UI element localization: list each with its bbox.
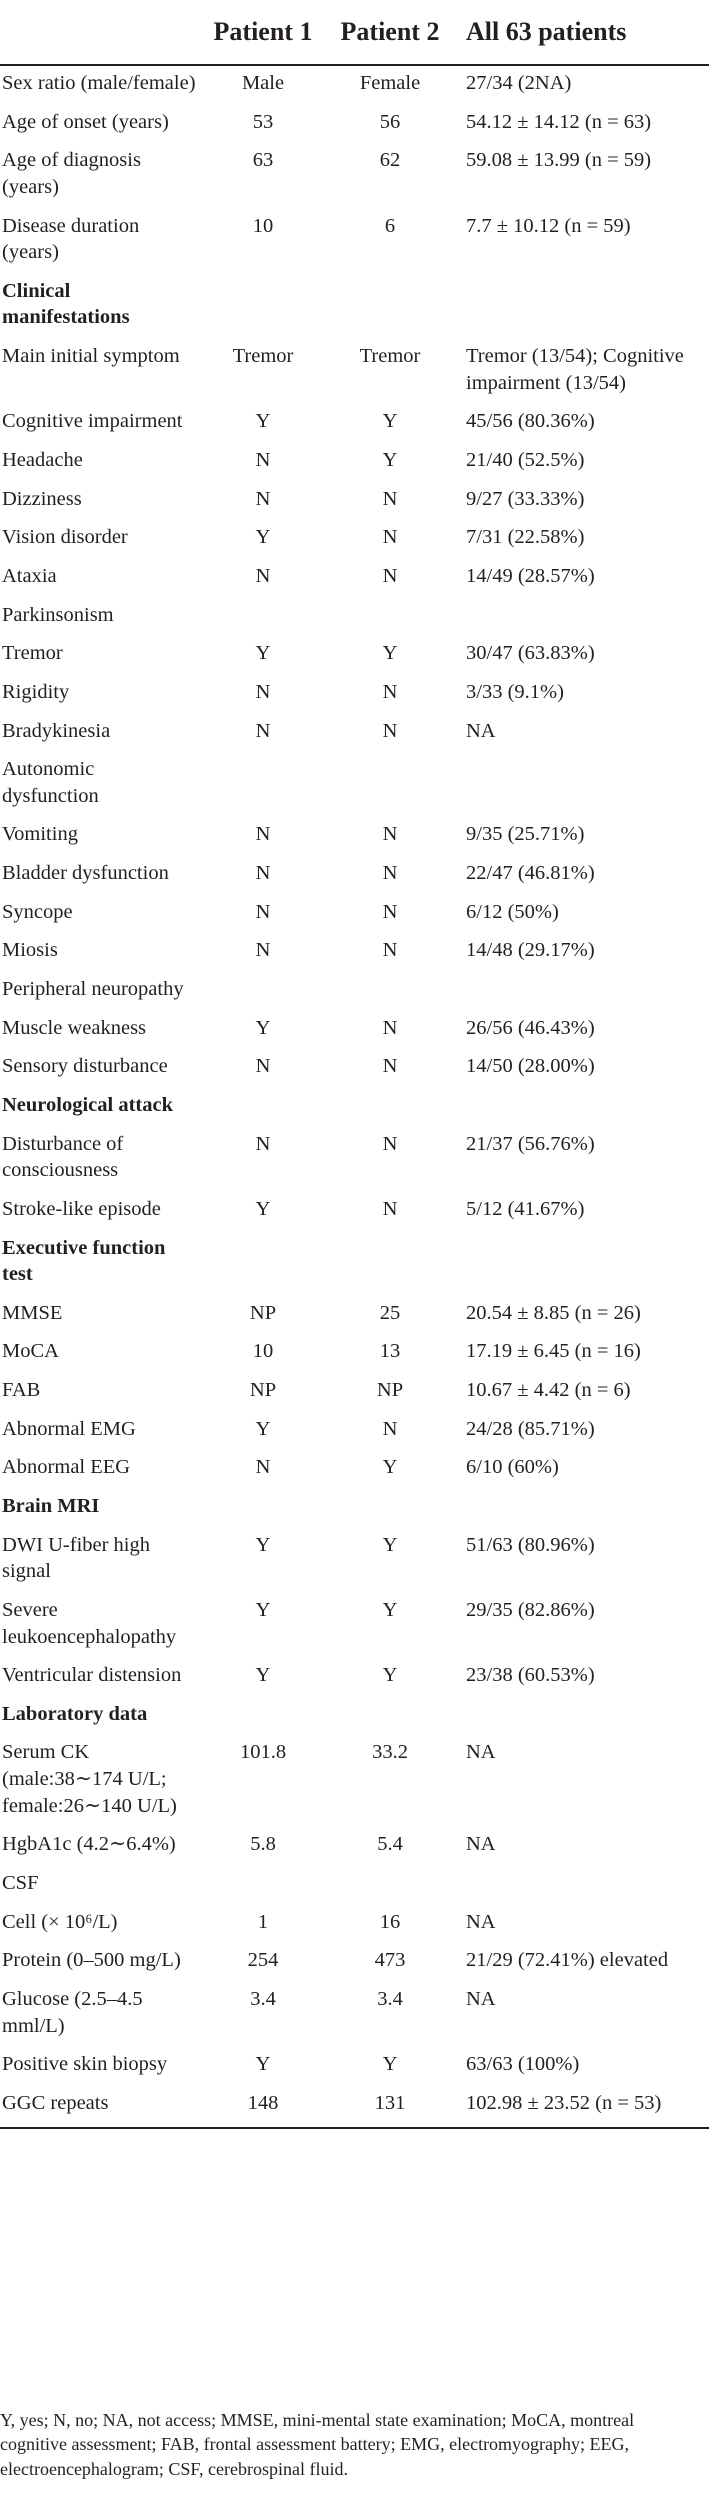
patient-1-value: N — [255, 939, 271, 962]
patient-2-value: N — [382, 1055, 398, 1078]
patient-1-value — [200, 1697, 326, 1736]
row-label: Bradykinesia — [2, 719, 111, 742]
all-patients-value — [454, 598, 709, 637]
all-patients-value: NA — [466, 1833, 496, 1856]
patient-1-value: N — [255, 449, 271, 472]
table-row — [0, 1296, 709, 1335]
row-label: Protein (0–500 mg/L) — [2, 1949, 181, 1972]
all-patients-value: 21/40 (52.5%) — [466, 449, 585, 472]
row-label: Bladder dysfunction — [2, 862, 169, 885]
subgroup-row — [0, 598, 709, 637]
row-label: Headache — [2, 449, 83, 472]
patient-1-value: 5.8 — [250, 1833, 276, 1856]
patient-1-value: Y — [255, 642, 271, 665]
all-patients-value: 5/12 (41.67%) — [466, 1197, 585, 1220]
table-row — [0, 675, 709, 714]
row-label: FAB — [2, 1379, 41, 1402]
all-patients-value: 26/56 (46.43%) — [466, 1016, 595, 1039]
table-row — [0, 1049, 709, 1088]
all-patients-value: 51/63 (80.96%) — [466, 1533, 595, 1556]
patient-2-value: N — [382, 1016, 398, 1039]
patient-1-value: N — [255, 564, 271, 587]
all-patients-value: 6/12 (50%) — [466, 900, 559, 923]
table-row — [0, 65, 709, 105]
patient-2-value — [326, 1866, 454, 1905]
table-row — [0, 105, 709, 144]
patient-1-value — [200, 752, 326, 817]
table-row — [0, 636, 709, 675]
all-patients-value — [454, 274, 709, 339]
patient-2-value: Tremor — [359, 345, 421, 368]
all-patients-value: NA — [466, 1987, 496, 2010]
row-label: Severe leukoencephalopathy — [2, 1598, 177, 1648]
row-label: CSF — [2, 1872, 39, 1895]
patient-1-value: Y — [255, 526, 271, 549]
patient-2-value: 56 — [379, 110, 401, 133]
patient-1-value: 53 — [252, 110, 274, 133]
patient-1-value: Y — [255, 1197, 271, 1220]
table-row — [0, 1528, 709, 1593]
all-patients-value: 14/50 (28.00%) — [466, 1055, 595, 1078]
row-label: DWI U-fiber high signal — [2, 1533, 151, 1583]
patient-1-value: N — [255, 1132, 271, 1155]
patient-1-value: 101.8 — [239, 1741, 287, 1764]
row-label: Clinical manifestations — [2, 279, 130, 329]
row-label: Ataxia — [2, 564, 57, 587]
all-patients-value: 29/35 (82.86%) — [466, 1598, 595, 1621]
row-label: GGC repeats — [0, 2086, 200, 2128]
patient-2-value: 3.4 — [377, 1987, 403, 2010]
patient-2-value: N — [382, 823, 398, 846]
patient-1-value — [200, 972, 326, 1011]
all-patients-value — [454, 1231, 709, 1296]
all-patients-value: 102.98 ± 23.52 (n = 53) — [454, 2086, 709, 2128]
table-row — [0, 1905, 709, 1944]
table-row — [0, 443, 709, 482]
patient-2-value — [326, 1697, 454, 1736]
all-patients-value: 27/34 (2NA) — [466, 72, 572, 94]
patient-1-value — [200, 598, 326, 637]
row-label: Executive function test — [2, 1236, 166, 1286]
table-header — [0, 0, 709, 65]
all-patients-value: NA — [466, 1910, 496, 1933]
table-row — [0, 1011, 709, 1050]
all-patients-value — [454, 1088, 709, 1127]
row-label: Cell (× 10⁶/L) — [2, 1910, 118, 1933]
row-label: Rigidity — [2, 680, 70, 703]
row-label: Sensory disturbance — [2, 1055, 168, 1078]
all-patients-value: 21/37 (56.76%) — [466, 1132, 595, 1155]
patient-2-value: N — [382, 526, 398, 549]
row-label: Laboratory data — [2, 1702, 148, 1725]
patient-2-value: 62 — [379, 149, 401, 172]
patient-1-value — [200, 1231, 326, 1296]
table-row — [0, 2047, 709, 2086]
patient-1-value: Male — [241, 72, 285, 94]
table-row — [0, 856, 709, 895]
row-label: Disease duration (years) — [2, 214, 140, 264]
patient-1-value: N — [255, 680, 271, 703]
all-patients-value: 24/28 (85.71%) — [466, 1417, 595, 1440]
table-row — [0, 1982, 709, 2047]
row-label: Stroke-like episode — [2, 1197, 161, 1220]
patient-1-value: NP — [249, 1301, 277, 1324]
patient-2-value — [326, 1231, 454, 1296]
all-patients-value: 17.19 ± 6.45 (n = 16) — [466, 1340, 641, 1363]
row-label: Syncope — [2, 900, 73, 923]
patient-1-value: 10 — [252, 214, 274, 237]
row-label: Tremor — [2, 642, 63, 665]
table-row — [0, 520, 709, 559]
patient-2-value: N — [382, 1417, 398, 1440]
all-patients-value: 14/48 (29.17%) — [466, 939, 595, 962]
patient-2-value: N — [382, 862, 398, 885]
row-label: Autonomic dysfunction — [2, 758, 99, 807]
patient-1-value: 1 — [257, 1910, 269, 1933]
patient-2-value: N — [382, 1132, 398, 1155]
patient-2-value — [326, 1088, 454, 1127]
table-row — [0, 482, 709, 521]
header-label-column — [0, 0, 200, 65]
patient-2-value: N — [382, 719, 398, 742]
all-patients-value: 7/31 (22.58%) — [466, 526, 585, 549]
patient-2-value: Female — [359, 72, 421, 94]
patient-1-value: N — [255, 719, 271, 742]
row-label: Peripheral neuropathy — [2, 978, 184, 1001]
table-row — [0, 1658, 709, 1697]
all-patients-value: NA — [466, 719, 496, 742]
table-row — [0, 817, 709, 856]
patient-2-value: Y — [382, 2053, 398, 2076]
table-row — [0, 2086, 709, 2128]
patient-1-value — [200, 1866, 326, 1905]
patient-1-value — [200, 274, 326, 339]
row-label: MMSE — [2, 1301, 63, 1324]
table-row — [0, 1373, 709, 1412]
row-label: Muscle weakness — [2, 1016, 147, 1039]
patient-1-value: N — [255, 862, 271, 885]
patient-2-value: NP — [376, 1379, 404, 1402]
row-label: Cognitive impairment — [2, 410, 183, 433]
patient-1-value: Y — [255, 1664, 271, 1687]
patient-2-value: Y — [382, 410, 398, 433]
row-label: Ventricular distension — [2, 1664, 182, 1687]
table-row — [0, 933, 709, 972]
table-row — [0, 714, 709, 753]
patient-2-value: 6 — [384, 214, 396, 237]
table-row — [0, 1127, 709, 1192]
table-body — [0, 65, 709, 2128]
subgroup-row — [0, 972, 709, 1011]
patient-2-value: 131 — [326, 2086, 454, 2128]
patient-2-value: Y — [382, 449, 398, 472]
all-patients-value: 23/38 (60.53%) — [466, 1664, 595, 1687]
patient-2-value: Y — [382, 1664, 398, 1687]
row-label: Serum CK (male:38∼174 U/L; female:26∼140 U/L) — [2, 1741, 177, 1817]
row-label: HgbA1c (4.2∼6.4%) — [2, 1833, 176, 1856]
header-patient-1: Patient 1 — [200, 0, 326, 65]
patient-2-value: Y — [382, 1598, 398, 1621]
all-patients-value: 54.12 ± 14.12 (n = 63) — [466, 110, 652, 133]
all-patients-value: 30/47 (63.83%) — [466, 642, 595, 665]
patient-2-value: 33.2 — [372, 1741, 408, 1764]
patient-2-value: Y — [382, 1456, 398, 1479]
subgroup-row — [0, 752, 709, 817]
table-row — [0, 1334, 709, 1373]
patient-1-value: Y — [255, 2053, 271, 2076]
table-row — [0, 143, 709, 208]
all-patients-value: 3/33 (9.1%) — [466, 680, 564, 703]
section-row — [0, 1697, 709, 1736]
all-patients-value: NA — [466, 1741, 496, 1764]
all-patients-value: 20.54 ± 8.85 (n = 26) — [466, 1301, 641, 1324]
patient-1-value: Y — [255, 1533, 271, 1556]
all-patients-value: 10.67 ± 4.42 (n = 6) — [466, 1379, 631, 1402]
patient-2-value: Y — [382, 1533, 398, 1556]
row-label: Neurological attack — [2, 1093, 173, 1116]
table-row — [0, 559, 709, 598]
table-row — [0, 1450, 709, 1489]
all-patients-value: 9/35 (25.71%) — [466, 823, 585, 846]
header-all-patients: All 63 patients — [454, 0, 709, 65]
patient-1-value: NP — [249, 1379, 277, 1402]
patient-1-value: Tremor — [232, 345, 294, 368]
patient-2-value — [326, 1489, 454, 1528]
patient-1-value: 148 — [200, 2086, 326, 2128]
all-patients-value — [454, 752, 709, 817]
patient-1-value — [200, 1489, 326, 1528]
all-patients-value: 14/49 (28.57%) — [466, 564, 595, 587]
all-patients-value: 59.08 ± 13.99 (n = 59) — [466, 149, 652, 172]
patient-1-value: N — [255, 1055, 271, 1078]
row-label: Parkinsonism — [2, 603, 114, 626]
patient-1-value: Y — [255, 1016, 271, 1039]
patient-2-value — [326, 752, 454, 817]
all-patients-value — [454, 1697, 709, 1736]
patient-1-value: N — [255, 900, 271, 923]
section-row — [0, 1489, 709, 1528]
header-row — [0, 0, 709, 65]
section-row — [0, 1231, 709, 1296]
table-row — [0, 1735, 709, 1827]
patient-2-value: 5.4 — [377, 1833, 403, 1856]
row-label: Vomiting — [2, 823, 78, 846]
patient-2-value — [326, 598, 454, 637]
all-patients-value — [454, 972, 709, 1011]
patient-2-value: N — [382, 487, 398, 510]
row-label: Brain MRI — [2, 1494, 100, 1517]
patient-2-value: N — [382, 680, 398, 703]
patient-1-value: Y — [255, 1417, 271, 1440]
row-label: Main initial symptom — [2, 345, 180, 368]
patient-2-value: N — [382, 1197, 398, 1220]
patient-2-value: 16 — [379, 1910, 401, 1933]
table-row — [0, 1192, 709, 1231]
patient-1-value: 10 — [252, 1340, 274, 1363]
patient-2-value — [326, 972, 454, 1011]
patient-2-value — [326, 274, 454, 339]
table-row — [0, 404, 709, 443]
row-label: Disturbance of consciousness — [2, 1132, 124, 1182]
table-row — [0, 1827, 709, 1866]
patient-1-value: Y — [255, 410, 271, 433]
all-patients-value — [454, 1866, 709, 1905]
table-row — [0, 209, 709, 274]
all-patients-value: 45/56 (80.36%) — [466, 410, 595, 433]
row-label: MoCA — [2, 1340, 59, 1363]
table-row — [0, 1943, 709, 1982]
row-label: Abnormal EMG — [2, 1417, 136, 1440]
patient-1-value: N — [255, 1456, 271, 1479]
all-patients-value: Tremor (13/54); Cognitive impairment (13/54) — [466, 345, 684, 394]
all-patients-value: 6/10 (60%) — [466, 1456, 559, 1479]
header-patient-2: Patient 2 — [326, 0, 454, 65]
row-label: Age of onset (years) — [2, 110, 169, 133]
all-patients-value — [454, 1489, 709, 1528]
row-label: Sex ratio (male/female) — [2, 72, 196, 94]
row-label: Abnormal EEG — [2, 1456, 131, 1479]
patient-1-value: 63 — [252, 149, 274, 172]
all-patients-value: 63/63 (100%) — [466, 2053, 580, 2076]
table-row — [0, 1593, 709, 1658]
patient-1-value: Y — [255, 1598, 271, 1621]
row-label: Dizziness — [2, 487, 82, 510]
table-row — [0, 339, 709, 404]
row-label: Miosis — [2, 939, 58, 962]
row-label: Vision disorder — [2, 526, 128, 549]
patient-1-value: N — [255, 487, 271, 510]
all-patients-value: 9/27 (33.33%) — [466, 487, 585, 510]
patient-2-value: 25 — [379, 1301, 401, 1324]
section-row — [0, 274, 709, 339]
row-label: Positive skin biopsy — [2, 2053, 168, 2076]
patient-2-value: 473 — [374, 1949, 406, 1972]
subgroup-row — [0, 1866, 709, 1905]
patient-2-value: N — [382, 939, 398, 962]
patient-2-value: N — [382, 900, 398, 923]
table-row — [0, 1412, 709, 1451]
row-label: Age of diagnosis (years) — [2, 149, 141, 198]
all-patients-value: 7.7 ± 10.12 (n = 59) — [466, 214, 631, 237]
all-patients-value: 22/47 (46.81%) — [466, 862, 595, 885]
table-row — [0, 895, 709, 934]
section-row — [0, 1088, 709, 1127]
patient-1-value: N — [255, 823, 271, 846]
patient-1-value — [200, 1088, 326, 1127]
all-patients-value: 21/29 (72.41%) elevated — [466, 1949, 669, 1972]
table-footnote: Y, yes; N, no; NA, not access; MMSE, mini-mental state examination; MoCA, montreal cognitive assessment; FAB, frontal assessment battery; EMG, electromyography; EEG, electroencephalogram; CSF, cerebrospinal fluid. — [0, 2410, 635, 2479]
patient-2-value: 13 — [379, 1340, 401, 1363]
patient-2-value: Y — [382, 642, 398, 665]
patient-2-value: N — [382, 564, 398, 587]
row-label: Glucose (2.5–4.5 mml/L) — [2, 1987, 143, 2037]
patient-1-value: 3.4 — [250, 1987, 276, 2010]
patient-1-value: 254 — [247, 1949, 279, 1972]
